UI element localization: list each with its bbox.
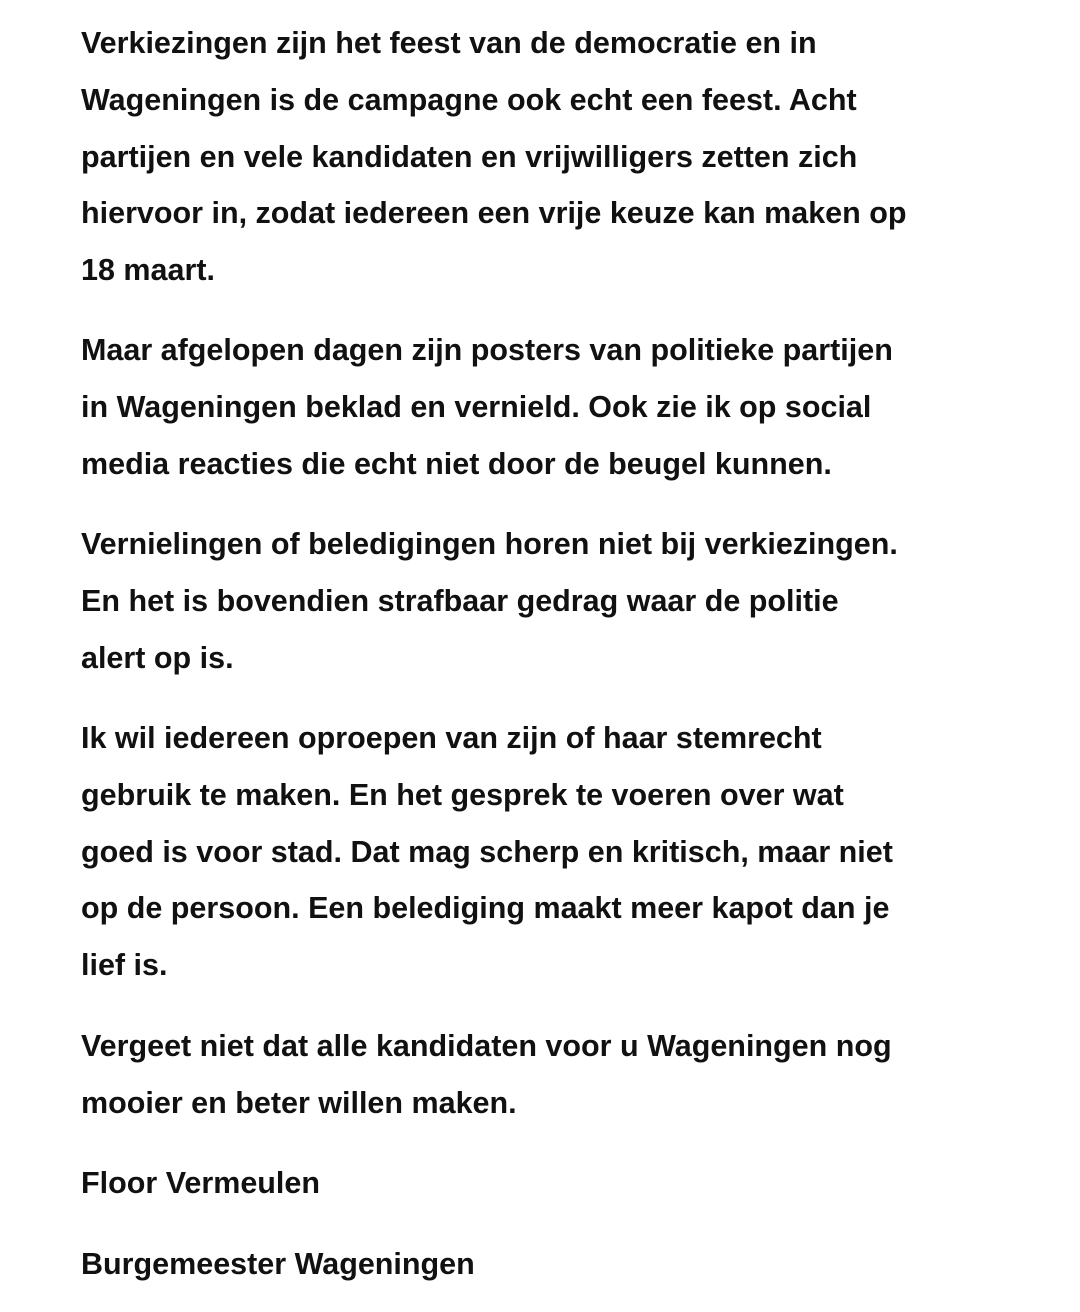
paragraph-line: Verkiezingen zijn het feest van de democratie en in	[81, 26, 817, 60]
paragraph-line: op de persoon. Een belediging maakt meer kapot dan je	[81, 891, 890, 926]
paragraph-line: Vernielingen of beledigingen horen niet bij verkiezingen.	[81, 527, 898, 561]
signature-name	[81, 1155, 1011, 1212]
paragraph-election-celebration	[81, 15, 1011, 299]
paragraph-line: Wageningen is de campagne ook echt een feest. Acht	[81, 82, 857, 117]
paragraph-line: lief is.	[81, 948, 168, 982]
paragraph-line: 18 maart.	[81, 253, 215, 287]
signature-title-text: Burgemeester Wageningen	[81, 1247, 475, 1281]
paragraph-line: Maar afgelopen dagen zijn posters van politieke partijen	[81, 333, 893, 367]
paragraph-line: En het is bovendien strafbaar gedrag waar de politie	[81, 583, 839, 618]
signature-name-text: Floor Vermeulen	[81, 1166, 320, 1200]
paragraph-line: Ik wil iedereen oproepen van zijn of haar stemrecht	[81, 721, 822, 755]
paragraph-candidates	[81, 1018, 1011, 1132]
signature-title	[81, 1236, 1011, 1293]
paragraph-line: alert op is.	[81, 640, 234, 675]
paragraph-line: in Wageningen beklad en vernield. Ook zie ik op social	[81, 389, 872, 424]
paragraph-line: mooier en beter willen maken.	[81, 1085, 517, 1120]
paragraph-line: partijen en vele kandidaten en vrijwilligers zetten zich	[81, 139, 858, 174]
paragraph-line: hiervoor in, zodat iedereen een vrije keuze kan maken op	[81, 196, 907, 231]
paragraph-line: media reacties die echt niet door de beugel kunnen.	[81, 446, 832, 481]
paragraph-vandalism	[81, 322, 1011, 492]
paragraph-criminal-behaviour	[81, 516, 1011, 686]
paragraph-line: goed is voor stad. Dat mag scherp en kritisch, maar niet	[81, 834, 893, 869]
paragraph-line: Vergeet niet dat alle kandidaten voor u Wageningen nog	[81, 1029, 892, 1063]
paragraph-call-to-vote	[81, 710, 1011, 994]
paragraph-line: gebruik te maken. En het gesprek te voeren over wat	[81, 777, 844, 812]
